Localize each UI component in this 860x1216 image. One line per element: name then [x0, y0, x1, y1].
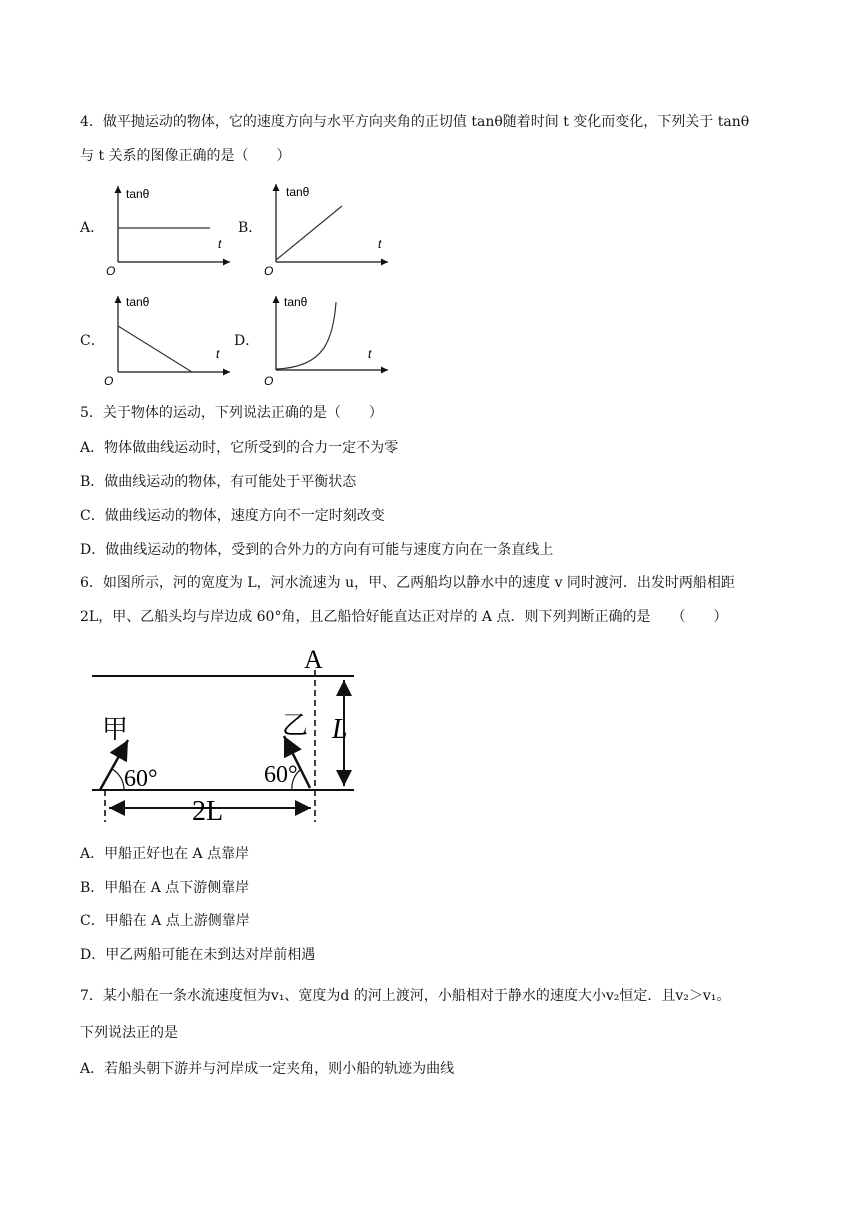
q4-graph-a [100, 180, 240, 280]
boat-jia-label: 甲 [102, 715, 129, 744]
graph-c-origin: O [104, 374, 114, 388]
graph-c-xlabel: t [216, 347, 220, 361]
q4-option-c-label: C． [80, 333, 105, 349]
yi-angle-label: 60° [264, 762, 298, 788]
q6-option-b: B．甲船在 A 点下游侧靠岸 [80, 880, 250, 896]
q4-stem-line2: 与 t 关系的图像正确的是（ ） [80, 148, 291, 164]
q6-option-a: A．甲船正好也在 A 点靠岸 [80, 846, 250, 862]
q6-stem-line1: 6．如图所示，河的宽度为 L，河水流速为 u，甲、乙两船均以静水中的速度 v 同时渡河．出发时两船相距 [80, 575, 735, 591]
distance-label: 2L [192, 796, 224, 827]
q5-option-b: B．做曲线运动的物体，有可能处于平衡状态 [80, 474, 357, 490]
q6-option-d: D．甲乙两船可能在未到达对岸前相遇 [80, 947, 316, 963]
jia-angle-label: 60° [124, 766, 158, 792]
q6-river-figure [88, 640, 368, 830]
graph-a-xlabel: t [218, 237, 222, 251]
graph-d-curve [276, 302, 336, 369]
q5-option-d: D．做曲线运动的物体，受到的合外力的方向有可能与速度方向在一条直线上 [80, 542, 554, 558]
q6-option-c: C．甲船在 A 点上游侧靠岸 [80, 913, 250, 929]
q7-option-a: A．若船头朝下游并与河岸成一定夹角，则小船的轨迹为曲线 [80, 1061, 455, 1077]
q7-stem-line2: 下列说法正的是 [80, 1025, 178, 1041]
width-label: L [332, 714, 348, 745]
q5-option-c: C．做曲线运动的物体，速度方向不一定时刻改变 [80, 508, 385, 524]
boat-yi-label: 乙 [282, 711, 309, 740]
jia-angle-arc [112, 769, 124, 790]
q5-stem: 5．关于物体的运动，下列说法正确的是（ ） [80, 405, 383, 421]
q4-option-b-label: B． [238, 220, 263, 236]
q6-stem-line2: 2L，甲、乙船头均与岸边成 60°角，且乙船恰好能直达正对岸的 A 点．则下列判断正确的是 （ ） [80, 609, 728, 625]
q4-graph-d [258, 292, 398, 392]
point-a-label: A [304, 645, 323, 674]
graph-d-xlabel: t [368, 347, 372, 361]
graph-a-ylabel: tanθ [126, 187, 150, 201]
graph-b-origin: O [264, 264, 274, 278]
q4-stem-line1: 4．做平抛运动的物体，它的速度方向与水平方向夹角的正切值 tanθ随着时间 t 变化而变化，下列关于 tanθ [80, 114, 750, 130]
graph-b-xlabel: t [378, 237, 382, 251]
q7-stem-line1: 7．某小船在一条水流速度恒为v₁、宽度为d 的河上渡河，小船相对于静水的速度大小v₂恒定．且v₂＞v₁。 [80, 988, 731, 1004]
graph-c-curve [118, 326, 192, 372]
q4-graph-c [100, 292, 240, 392]
q4-option-a-label: A． [80, 220, 105, 236]
q5-option-a: A．物体做曲线运动时，它所受到的合力一定不为零 [80, 440, 399, 456]
q4-option-d-label: D． [234, 333, 260, 349]
graph-a-origin: O [106, 264, 116, 278]
q4-graph-b [258, 180, 398, 280]
graph-d-origin: O [264, 374, 274, 388]
graph-b-ylabel: tanθ [286, 185, 310, 199]
graph-d-ylabel: tanθ [284, 295, 308, 309]
graph-b-curve [276, 206, 342, 260]
graph-c-ylabel: tanθ [126, 295, 150, 309]
